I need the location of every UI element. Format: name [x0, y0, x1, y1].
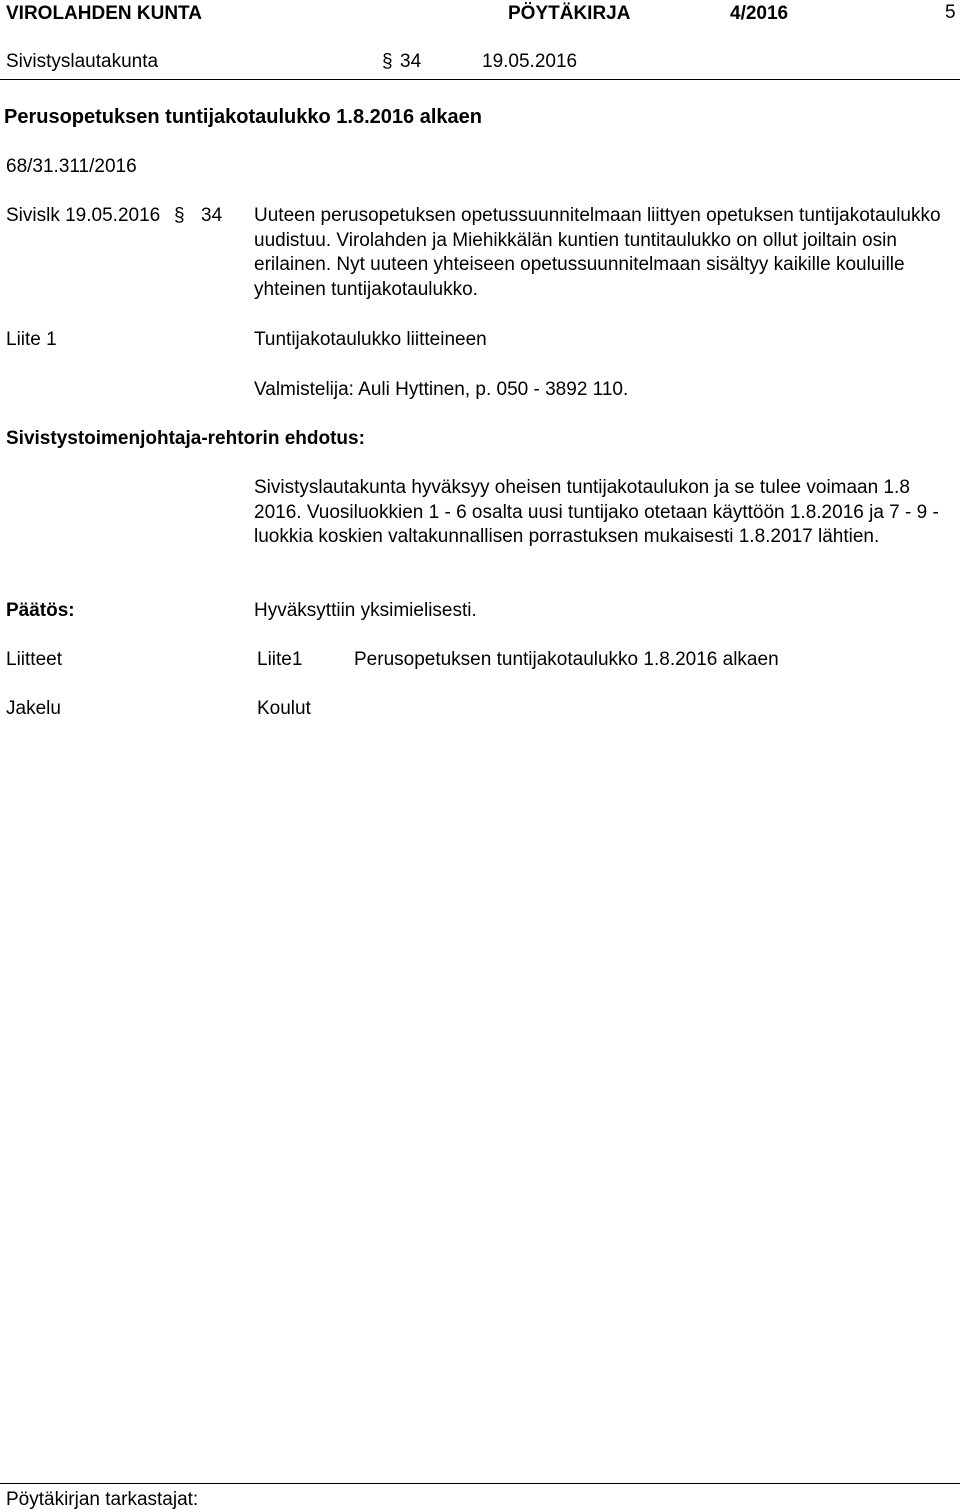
distribution-label: Jakelu	[6, 698, 61, 719]
attachment-id: Liite1	[257, 649, 303, 670]
page-title: Perusopetuksen tuntijakotaulukko 1.8.2016 alkaen	[4, 106, 482, 128]
header-divider	[0, 79, 960, 80]
distribution-value: Koulut	[257, 698, 311, 719]
board-name: Sivistyslautakunta	[6, 51, 159, 72]
attachment-name: Perusopetuksen tuntijakotaulukko 1.8.2016 alkaen	[354, 649, 779, 670]
municipality-name: VIROLAHDEN KUNTA	[6, 3, 202, 24]
preparer-line: Valmistelija: Auli Hyttinen, p. 050 - 3892 110.	[254, 379, 629, 400]
checkers-label: Pöytäkirjan tarkastajat:	[6, 1489, 199, 1510]
attachments-label: Liitteet	[6, 649, 62, 670]
proposal-heading: Sivistystoimenjohtaja-rehtorin ehdotus:	[6, 428, 365, 449]
section-symbol: §	[382, 51, 393, 72]
case-reference: Sivislk 19.05.2016	[6, 205, 161, 226]
decision-heading: Päätös:	[6, 600, 75, 621]
section-number: 34	[400, 51, 422, 72]
attachment-ref-text: Tuntijakotaulukko liitteineen	[254, 329, 487, 350]
meeting-date: 19.05.2016	[482, 51, 578, 72]
attachment-ref-label: Liite 1	[6, 329, 57, 350]
proposal-text: Sivistyslautakunta hyväksyy oheisen tuntijakotaulukon ja se tulee voimaan 1.8 2016. Vuosiluokkien 1 - 6 osalta uusi tuntijako otetaan käyttöön 1.8.2016 ja 7 - 9 -luokkia koskien valtakunnallisen porrastuksen mukaisesti 1.8.2017 lähtien.	[254, 477, 939, 547]
case-description: Uuteen perusopetuksen opetussuunnitelmaan liittyen opetuksen tuntijakotaulukko uudistuu. Virolahden ja Miehikkälän kuntien tuntitaulukko on ollut joiltain osin erilainen. Nyt uuteen yhteiseen opetussuunnitelmaan sisältyy kaikille kouluille yhteinen tuntijakotaulukko.	[254, 205, 941, 300]
document-type: PÖYTÄKIRJA	[508, 3, 631, 24]
case-section-symbol: §	[174, 205, 185, 226]
footer-divider	[0, 1483, 960, 1484]
document-number: 4/2016	[730, 3, 789, 24]
decision-text: Hyväksyttiin yksimielisesti.	[254, 600, 477, 621]
case-section-number: 34	[201, 205, 223, 226]
record-number: 68/31.311/2016	[6, 156, 137, 177]
page-number: 5	[945, 2, 956, 23]
